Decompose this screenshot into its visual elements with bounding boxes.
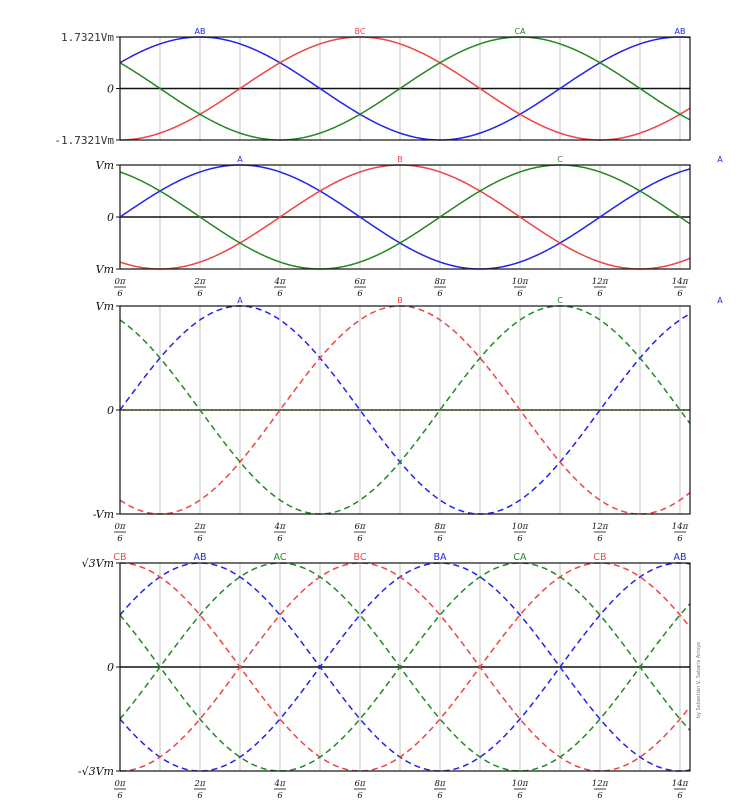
x-tick-numerator: 0π [114, 779, 126, 789]
y-tick-label: -√3Vm [77, 765, 114, 778]
peak-label: AC [273, 552, 287, 563]
x-tick-label [273, 277, 286, 299]
x-tick-label [193, 779, 206, 801]
peak-label: C [557, 155, 563, 164]
x-tick-denominator: 6 [597, 534, 603, 544]
x-tick-denominator: 6 [357, 289, 363, 299]
x-tick-denominator: 6 [517, 289, 523, 299]
y-tick-label: Vm [95, 159, 114, 172]
x-tick-denominator: 6 [517, 791, 523, 801]
y-tick-label: √3Vm [81, 557, 114, 570]
x-tick-numerator: 10π [511, 779, 529, 789]
peak-label: AB [674, 27, 686, 36]
peak-label: CB [113, 552, 127, 563]
chart-panel-2 [96, 155, 743, 299]
peak-label: B [397, 155, 403, 164]
x-tick-denominator: 6 [357, 534, 363, 544]
peak-label: AB [194, 27, 206, 36]
x-tick-label [193, 522, 206, 544]
x-tick-numerator: 0π [114, 522, 126, 532]
x-tick-label [273, 522, 286, 544]
peak-label: A [237, 155, 243, 164]
x-tick-label [434, 779, 446, 801]
x-tick-denominator: 6 [277, 791, 283, 801]
x-tick-denominator: 6 [677, 534, 683, 544]
x-tick-label [193, 277, 206, 299]
peak-label: CA [513, 552, 527, 563]
x-tick-denominator: 6 [437, 791, 443, 801]
x-tick-numerator: 10π [511, 277, 529, 287]
chart-panel-4 [78, 552, 743, 801]
x-tick-label [434, 277, 446, 299]
x-tick-denominator: 6 [197, 791, 203, 801]
x-tick-numerator: 0π [114, 277, 126, 287]
x-tick-denominator: 6 [117, 534, 123, 544]
x-tick-denominator: 6 [197, 534, 203, 544]
x-tick-denominator: 6 [437, 289, 443, 299]
x-tick-denominator: 6 [677, 791, 683, 801]
y-tick-label: 0 [107, 211, 114, 224]
x-tick-label [672, 522, 689, 544]
x-tick-label [354, 277, 366, 299]
x-tick-numerator: 4π [274, 779, 286, 789]
x-tick-label [114, 779, 126, 801]
x-tick-numerator: 6π [354, 277, 366, 287]
x-tick-denominator: 6 [677, 289, 683, 299]
y-tick-label: Vm [95, 263, 114, 276]
x-tick-numerator: 14π [671, 779, 689, 789]
x-tick-label [592, 779, 609, 801]
x-tick-denominator: 6 [437, 534, 443, 544]
peak-label: CA [514, 27, 526, 36]
chart-panel-3 [93, 296, 743, 544]
x-tick-label [672, 277, 689, 299]
y-tick-label: 1.7321Vm [61, 31, 114, 44]
x-tick-numerator: 10π [511, 522, 529, 532]
watermark-text: by Sebastián V. Sabaris Arroyo [696, 641, 702, 719]
y-tick-label: 0 [107, 404, 114, 417]
x-tick-label [592, 277, 609, 299]
peak-label: BC [353, 552, 367, 563]
x-tick-numerator: 8π [434, 277, 446, 287]
x-tick-label [512, 779, 529, 801]
peak-label: A [717, 296, 723, 305]
x-tick-label [512, 277, 529, 299]
x-tick-numerator: 2π [194, 277, 206, 287]
y-tick-label: -1.7321Vm [54, 134, 114, 147]
x-tick-label [114, 277, 126, 299]
x-tick-numerator: 12π [591, 522, 609, 532]
peak-label: CB [593, 552, 607, 563]
peak-label: AB [193, 552, 207, 563]
y-tick-label: 0 [107, 82, 114, 96]
x-tick-denominator: 6 [117, 791, 123, 801]
x-tick-numerator: 12π [591, 277, 609, 287]
x-tick-denominator: 6 [357, 791, 363, 801]
x-tick-denominator: 6 [597, 289, 603, 299]
x-tick-numerator: 14π [671, 522, 689, 532]
x-tick-denominator: 6 [597, 791, 603, 801]
y-tick-label: -Vm [92, 508, 114, 521]
x-tick-label [512, 522, 529, 544]
x-tick-label [434, 522, 446, 544]
y-tick-label: 0 [107, 661, 114, 674]
peak-label: B [397, 296, 403, 305]
chart-panel-1 [54, 27, 743, 147]
x-tick-numerator: 4π [274, 522, 286, 532]
x-tick-denominator: 6 [197, 289, 203, 299]
peak-label: AB [673, 552, 687, 563]
x-tick-numerator: 4π [274, 277, 286, 287]
x-tick-numerator: 6π [354, 779, 366, 789]
x-tick-label [273, 779, 286, 801]
x-tick-numerator: 2π [194, 779, 206, 789]
x-tick-numerator: 6π [354, 522, 366, 532]
x-tick-label [592, 522, 609, 544]
peak-label: C [557, 296, 563, 305]
x-tick-label [354, 522, 366, 544]
x-tick-numerator: 2π [194, 522, 206, 532]
x-tick-label [354, 779, 366, 801]
x-tick-numerator: 8π [434, 779, 446, 789]
peak-label: A [237, 296, 243, 305]
x-tick-numerator: 12π [591, 779, 609, 789]
y-tick-label: Vm [95, 300, 114, 313]
x-tick-numerator: 14π [671, 277, 689, 287]
peak-label: BA [433, 552, 447, 563]
x-tick-denominator: 6 [277, 289, 283, 299]
x-tick-denominator: 6 [517, 534, 523, 544]
x-tick-denominator: 6 [117, 289, 123, 299]
x-tick-label [114, 522, 126, 544]
x-tick-label [672, 779, 689, 801]
x-tick-numerator: 8π [434, 522, 446, 532]
peak-label: BC [354, 27, 366, 36]
peak-label: A [717, 155, 723, 164]
x-tick-denominator: 6 [277, 534, 283, 544]
